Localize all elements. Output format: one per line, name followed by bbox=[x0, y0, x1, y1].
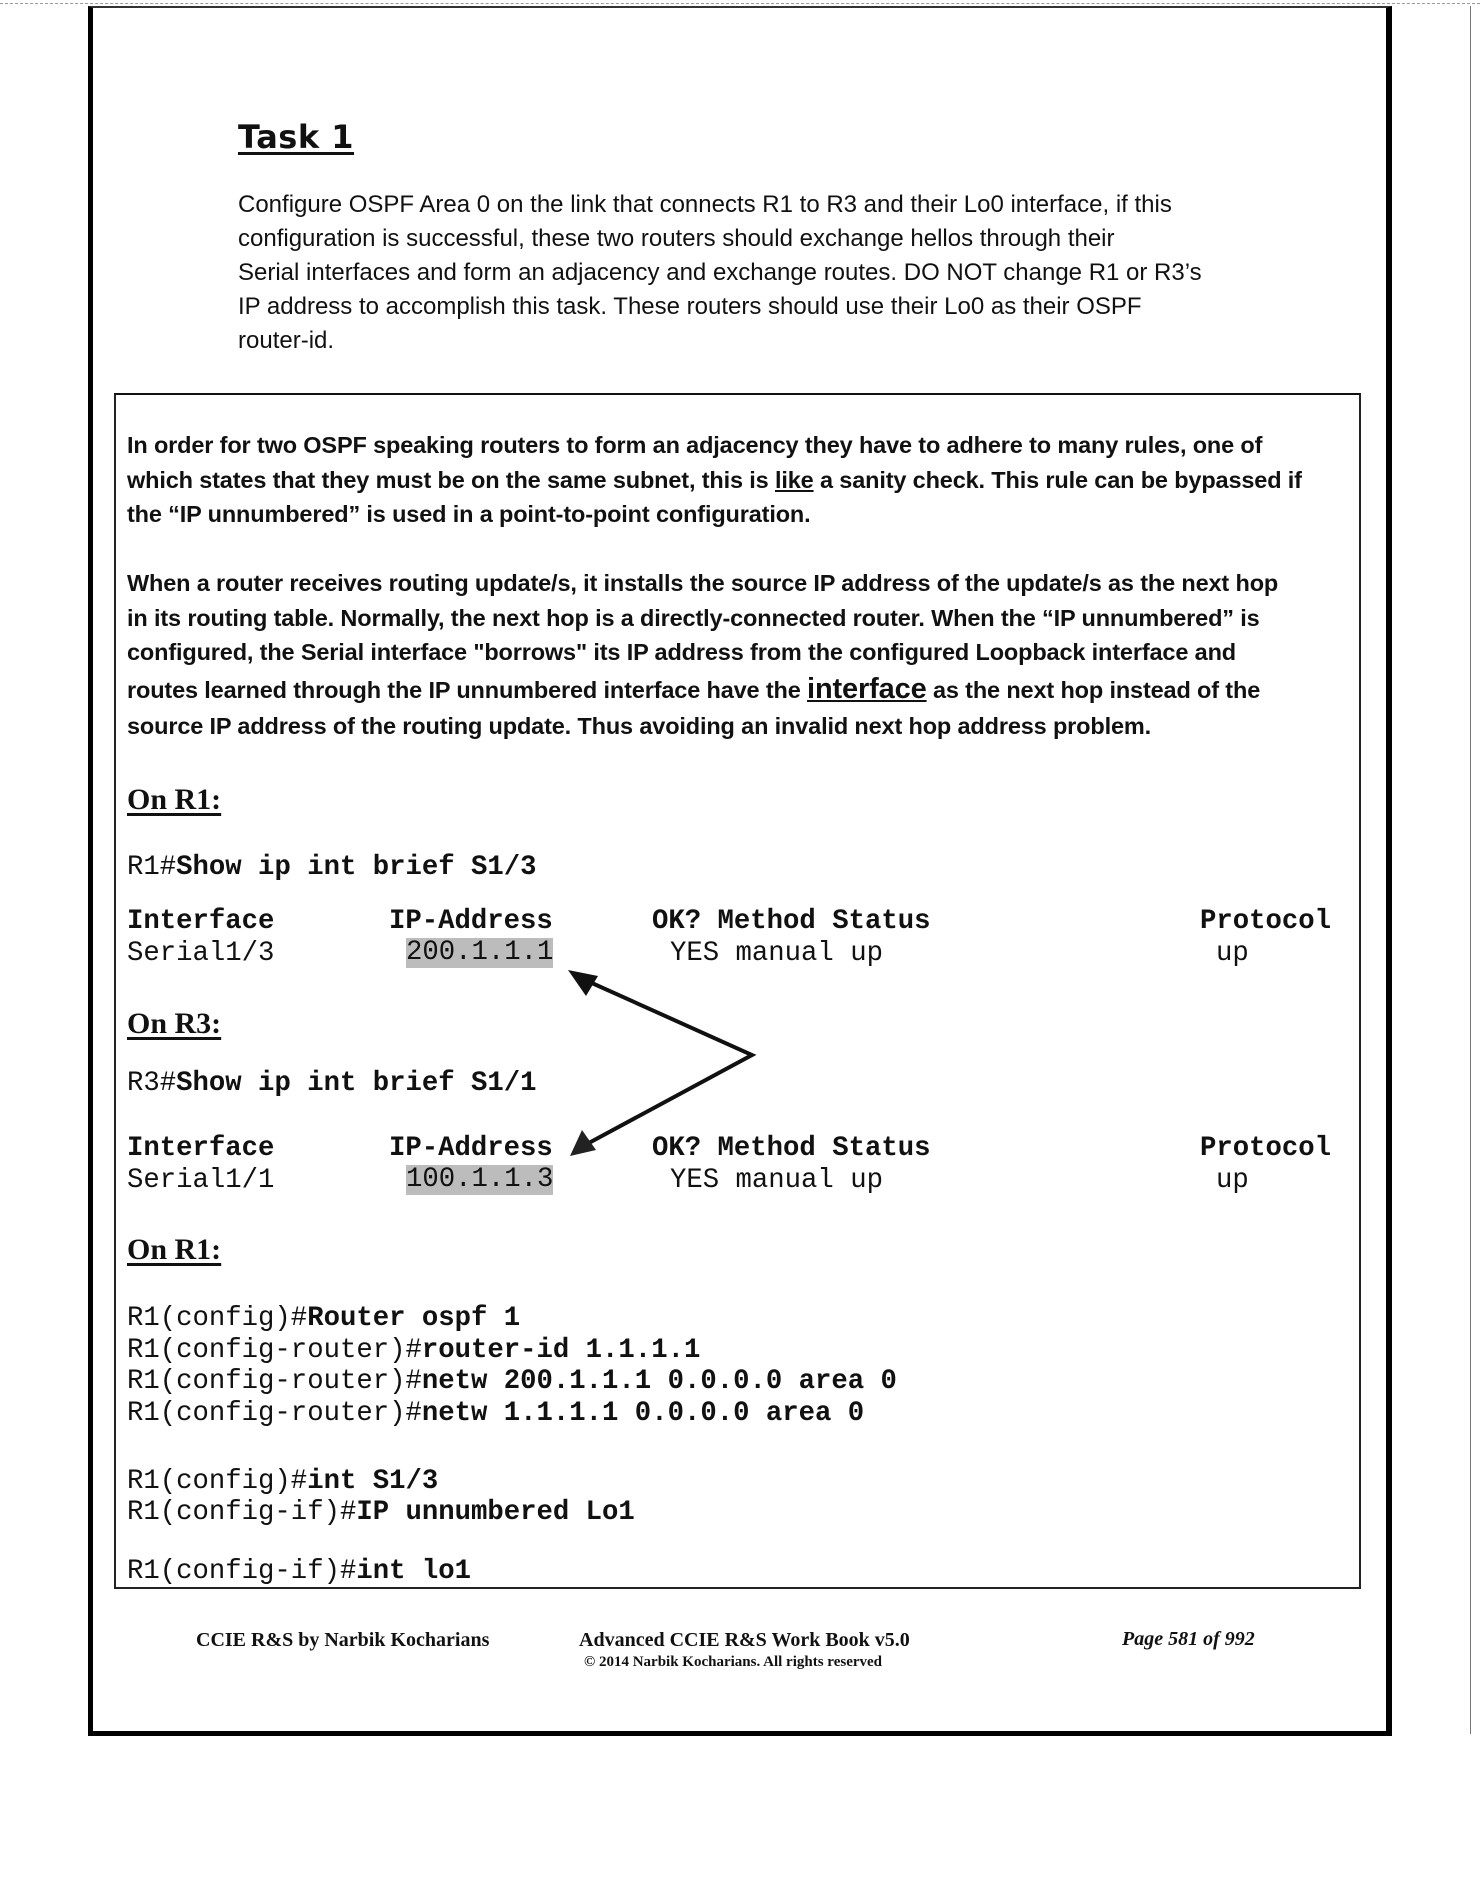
explanation-paragraph-1 bbox=[127, 428, 1347, 532]
task-description bbox=[238, 188, 1248, 358]
col-ip: IP-Address bbox=[389, 906, 553, 937]
cli-prompt: R3# bbox=[127, 1068, 177, 1099]
r3-col-status-header bbox=[652, 1133, 930, 1165]
explanation-line bbox=[127, 670, 1347, 709]
explanation-line: When a router receives routing update/s, it installs the source IP address of the update/s as the next hop bbox=[127, 570, 1279, 596]
r1-row-status: YES manual up bbox=[670, 938, 883, 969]
col-interface: Interface bbox=[127, 1133, 275, 1164]
col-interface: Interface bbox=[127, 906, 275, 937]
r1-col-protocol-header bbox=[1200, 906, 1331, 938]
config-line bbox=[127, 1398, 864, 1430]
cli-command: int S1/3 bbox=[307, 1466, 439, 1497]
explanation-line: in its routing table. Normally, the next hop is a directly-connected router. When the “IP unnumbered” is bbox=[127, 604, 1260, 631]
text-run: a sanity check. This rule can be bypassed if bbox=[813, 466, 1302, 493]
text-run: as the next hop instead of the bbox=[926, 676, 1261, 703]
config-line bbox=[127, 1366, 897, 1398]
footer-page-number: Page 581 of 992 bbox=[1122, 1628, 1255, 1650]
r3-col-ip-header bbox=[389, 1133, 553, 1165]
cli-command: Router ospf 1 bbox=[307, 1303, 521, 1334]
config-line bbox=[127, 1497, 635, 1529]
task-line: router-id. bbox=[238, 327, 335, 354]
explanation-line: configured, the Serial interface "borrows" its IP address from the configured Loopback interface and bbox=[127, 639, 1236, 665]
r3-col-interface-header bbox=[127, 1133, 274, 1165]
task-line: configuration is successful, these two routers should exchange hellos through their bbox=[238, 225, 1115, 252]
cli-command: IP unnumbered Lo1 bbox=[356, 1497, 635, 1528]
footer-author: CCIE R&S by Narbik Kocharians bbox=[196, 1629, 490, 1651]
config-line bbox=[127, 1335, 700, 1367]
cli-command: netw 1.1.1.1 0.0.0.0 area 0 bbox=[421, 1398, 865, 1429]
cli-prompt: R1(config-router)# bbox=[127, 1335, 422, 1366]
task-title: Task 1 bbox=[238, 118, 355, 156]
r3-show-command bbox=[127, 1068, 537, 1100]
r1-row-interface: Serial1/3 bbox=[127, 938, 275, 969]
explanation-line: In order for two OSPF speaking routers to form an adjacency they have to adhere to many rules, one of bbox=[127, 432, 1263, 458]
config-line bbox=[127, 1466, 438, 1498]
section-heading-r1: On R1: bbox=[127, 783, 222, 816]
text-run: routes learned through the IP unnumbered interface have the bbox=[127, 676, 808, 703]
cli-prompt: R1(config-if)# bbox=[127, 1497, 357, 1528]
explanation-line: the “IP unnumbered” is used in a point-to-point configuration. bbox=[127, 501, 811, 527]
cli-command: router-id 1.1.1.1 bbox=[421, 1335, 701, 1366]
emphasized-word: interface bbox=[807, 672, 927, 705]
scan-edge-line bbox=[1470, 6, 1471, 1734]
footer-copyright: © 2014 Narbik Kocharians. All rights reserved bbox=[584, 1654, 883, 1670]
col-ok-method-status: OK? Method Status bbox=[652, 1133, 931, 1164]
r3-row-ip-highlighted: 100.1.1.3 bbox=[406, 1164, 554, 1195]
footer-book-title: Advanced CCIE R&S Work Book v5.0 bbox=[579, 1629, 910, 1651]
cli-command: int lo1 bbox=[356, 1556, 472, 1587]
cli-prompt: R1(config-router)# bbox=[127, 1398, 422, 1429]
r3-row-interface: Serial1/1 bbox=[127, 1165, 275, 1196]
r1-row-protocol: up bbox=[1216, 938, 1249, 969]
r1-table-header bbox=[127, 906, 274, 938]
col-protocol: Protocol bbox=[1200, 1133, 1332, 1164]
r1-col-status-header bbox=[652, 906, 930, 938]
explanation-line bbox=[127, 463, 1347, 498]
page-top-rule bbox=[0, 3, 1480, 4]
cli-prompt: R1# bbox=[127, 852, 177, 883]
cli-command: Show ip int brief S1/1 bbox=[176, 1068, 537, 1099]
text-run: which states that they must be on the same subnet, this is bbox=[127, 466, 775, 493]
explanation-line: source IP address of the routing update. Thus avoiding an invalid next hop address problem. bbox=[127, 712, 1151, 739]
col-protocol: Protocol bbox=[1200, 906, 1332, 937]
section-heading-r3: On R3: bbox=[127, 1007, 222, 1040]
underlined-word: like bbox=[774, 466, 814, 493]
col-ip: IP-Address bbox=[389, 1133, 553, 1164]
cli-prompt: R1(config-if)# bbox=[127, 1556, 357, 1587]
r3-row-status: YES manual up bbox=[670, 1165, 883, 1196]
r1-col-ip-header bbox=[389, 906, 553, 938]
task-line: Configure OSPF Area 0 on the link that connects R1 to R3 and their Lo0 interface, if this bbox=[238, 191, 1172, 218]
cli-command: Show ip int brief S1/3 bbox=[176, 852, 537, 883]
explanation-paragraph-2 bbox=[127, 566, 1347, 743]
r1-show-command bbox=[127, 852, 537, 884]
cli-command: netw 200.1.1.1 0.0.0.0 area 0 bbox=[421, 1366, 897, 1397]
r3-row-protocol: up bbox=[1216, 1165, 1249, 1196]
task-line: Serial interfaces and form an adjacency and exchange routes. DO NOT change R1 or R3’s bbox=[238, 259, 1202, 286]
task-line: IP address to accomplish this task. These routers should use their Lo0 as their OSPF bbox=[238, 293, 1142, 320]
config-line bbox=[127, 1303, 520, 1335]
config-line bbox=[127, 1556, 471, 1588]
cli-prompt: R1(config)# bbox=[127, 1466, 308, 1497]
section-heading-r1-config: On R1: bbox=[127, 1233, 222, 1266]
r3-col-protocol-header bbox=[1200, 1133, 1331, 1165]
col-ok-method-status: OK? Method Status bbox=[652, 906, 931, 937]
cli-prompt: R1(config)# bbox=[127, 1303, 308, 1334]
r1-row-ip-highlighted: 200.1.1.1 bbox=[406, 937, 554, 968]
cli-prompt: R1(config-router)# bbox=[127, 1366, 422, 1397]
